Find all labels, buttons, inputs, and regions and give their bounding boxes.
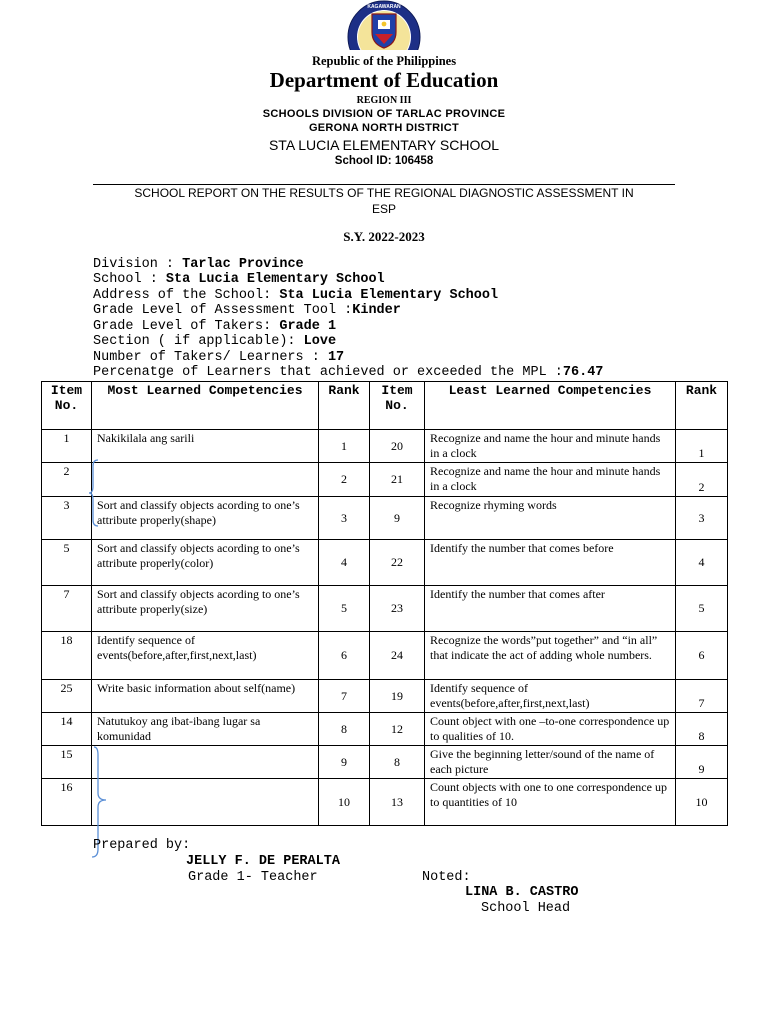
least-learned: Recognize rhyming words	[425, 497, 676, 540]
school-id: School ID: 106458	[334, 155, 434, 167]
least-learned: Recognize and name the hour and minute hands in a clock	[425, 430, 676, 463]
table-row	[42, 632, 728, 680]
info-label: School :	[93, 272, 166, 287]
table-row	[42, 497, 728, 540]
table-row	[42, 680, 728, 713]
most-learned: Write basic information about self(name)	[92, 680, 319, 713]
republic-label: Republic of the Philippines	[311, 54, 457, 68]
info-label: Grade Level of Takers:	[93, 319, 280, 334]
rank: 3	[319, 497, 370, 540]
most-learned: Sort and classify objects acording to one’s attribute properly(shape)	[92, 497, 319, 540]
region-label: REGION III	[356, 95, 412, 106]
info-label: Address of the School:	[93, 288, 280, 303]
rank: 4	[319, 540, 370, 586]
deped-seal	[347, 0, 421, 50]
header-least-learned: Least Learned Competencies	[425, 382, 676, 430]
division-label: SCHOOLS DIVISION OF TARLAC PROVINCE	[262, 108, 506, 120]
header-divider	[93, 184, 675, 185]
rank: 9	[319, 746, 370, 779]
rank-2: 5	[676, 586, 728, 632]
least-learned: Recognize and name the hour and minute hands in a clock	[425, 463, 676, 497]
info-value: 17	[327, 350, 345, 365]
table-row	[42, 463, 728, 497]
table-header-row	[42, 382, 728, 430]
rank: 10	[319, 779, 370, 826]
table-row	[42, 713, 728, 746]
info-value: Sta Lucia Elementary School	[165, 272, 385, 287]
least-learned: Identify sequence of events(before,after,first,next,last)	[425, 680, 676, 713]
least-learned: Count object with one –to-one correspondence up to qualities of 10.	[425, 713, 676, 746]
rank: 8	[319, 713, 370, 746]
table-row	[42, 586, 728, 632]
table-row	[42, 430, 728, 463]
info-label: Number of Takers/ Learners :	[93, 350, 328, 365]
deped-seal-icon	[347, 0, 421, 50]
item-no-2: 22	[370, 540, 425, 586]
competencies-table	[41, 381, 728, 826]
least-learned: Give the beginning letter/sound of the name of each picture	[425, 746, 676, 779]
item-no-2: 20	[370, 430, 425, 463]
item-no: 18	[42, 632, 92, 680]
prepared-by-label: Prepared by:	[93, 838, 191, 853]
noter-title: School Head	[481, 901, 571, 916]
item-no-2: 8	[370, 746, 425, 779]
rank-2: 1	[676, 430, 728, 463]
most-learned: Sort and classify objects acording to one’s attribute properly(size)	[92, 586, 319, 632]
item-no-2: 12	[370, 713, 425, 746]
item-no-2: 9	[370, 497, 425, 540]
info-value: Sta Lucia Elementary School	[279, 288, 499, 303]
rank-2: 3	[676, 497, 728, 540]
info-tool-grade	[93, 303, 401, 318]
item-no: 14	[42, 713, 92, 746]
header-item-no: Item No.	[42, 382, 92, 430]
rank-2: 9	[676, 746, 728, 779]
most-learned: Nakikilala ang sarili	[92, 430, 319, 463]
item-no: 16	[42, 779, 92, 826]
item-no: 15	[42, 746, 92, 779]
most-learned: Natutukoy ang ibat-ibang lugar sa komunidad	[92, 713, 319, 746]
item-no: 5	[42, 540, 92, 586]
info-value: Love	[303, 334, 337, 349]
info-label: Section ( if applicable):	[93, 334, 304, 349]
rank-2: 7	[676, 680, 728, 713]
rank-2: 8	[676, 713, 728, 746]
info-label: Division :	[93, 257, 183, 272]
rank: 6	[319, 632, 370, 680]
item-no: 1	[42, 430, 92, 463]
item-no-2: 13	[370, 779, 425, 826]
svg-text:KAGAWARAN: KAGAWARAN	[367, 4, 401, 10]
least-learned: Count objects with one to one correspondence up to quantities of 10	[425, 779, 676, 826]
header-rank-2: Rank	[676, 382, 728, 430]
item-no-2: 23	[370, 586, 425, 632]
preparer-title: Grade 1- Teacher	[188, 870, 318, 885]
item-no-2: 19	[370, 680, 425, 713]
info-value: 76.47	[562, 365, 604, 380]
info-label: Grade Level of Assessment Tool :	[93, 303, 353, 318]
info-value: Kinder	[352, 303, 401, 318]
item-no: 7	[42, 586, 92, 632]
report-title-line2: ESP	[371, 202, 396, 216]
least-learned: Recognize the words”put together” and “in all” that indicate the act of adding whole numbers.	[425, 632, 676, 680]
table-row	[42, 779, 728, 826]
item-no: 3	[42, 497, 92, 540]
rank: 5	[319, 586, 370, 632]
rank: 7	[319, 680, 370, 713]
rank: 1	[319, 430, 370, 463]
report-title-line1: SCHOOL REPORT ON THE RESULTS OF THE REGIONAL DIAGNOSTIC ASSESSMENT IN	[134, 186, 634, 200]
info-mpl-percentage	[93, 365, 603, 380]
header-most-learned: Most Learned Competencies	[92, 382, 319, 430]
info-section	[93, 334, 336, 349]
least-learned: Identify the number that comes after	[425, 586, 676, 632]
info-division	[93, 257, 304, 272]
preparer-name: JELLY F. DE PERALTA	[186, 854, 340, 869]
info-takers-count	[93, 350, 344, 365]
department-title: Department of Education	[269, 68, 499, 92]
info-value: Grade 1	[279, 319, 337, 334]
table-row	[42, 746, 728, 779]
rank-2: 6	[676, 632, 728, 680]
header-item-no-2: Item No.	[370, 382, 425, 430]
info-takers-grade	[93, 319, 336, 334]
least-learned: Identify the number that comes before	[425, 540, 676, 586]
item-no-2: 24	[370, 632, 425, 680]
most-learned	[92, 463, 319, 497]
most-learned: Identify sequence of events(before,after,first,next,last)	[92, 632, 319, 680]
info-value: Tarlac Province	[182, 257, 304, 272]
item-no-2: 21	[370, 463, 425, 497]
header-rank: Rank	[319, 382, 370, 430]
school-year: S.Y. 2022-2023	[343, 229, 425, 244]
info-address	[93, 288, 498, 303]
district-label: GERONA NORTH DISTRICT	[308, 122, 460, 134]
item-no: 2	[42, 463, 92, 497]
most-learned: Sort and classify objects acording to one’s attribute properly(color)	[92, 540, 319, 586]
school-name: STA LUCIA ELEMENTARY SCHOOL	[268, 137, 500, 153]
rank-2: 4	[676, 540, 728, 586]
most-learned	[92, 746, 319, 779]
rank-2: 10	[676, 779, 728, 826]
rank-2: 2	[676, 463, 728, 497]
info-label: Percenatge of Learners that achieved or exceeded the MPL :	[93, 365, 563, 380]
noter-name: LINA B. CASTRO	[465, 885, 579, 900]
noted-label: Noted:	[422, 870, 471, 885]
most-learned	[92, 779, 319, 826]
table-row	[42, 540, 728, 586]
rank: 2	[319, 463, 370, 497]
item-no: 25	[42, 680, 92, 713]
info-school	[93, 272, 385, 287]
